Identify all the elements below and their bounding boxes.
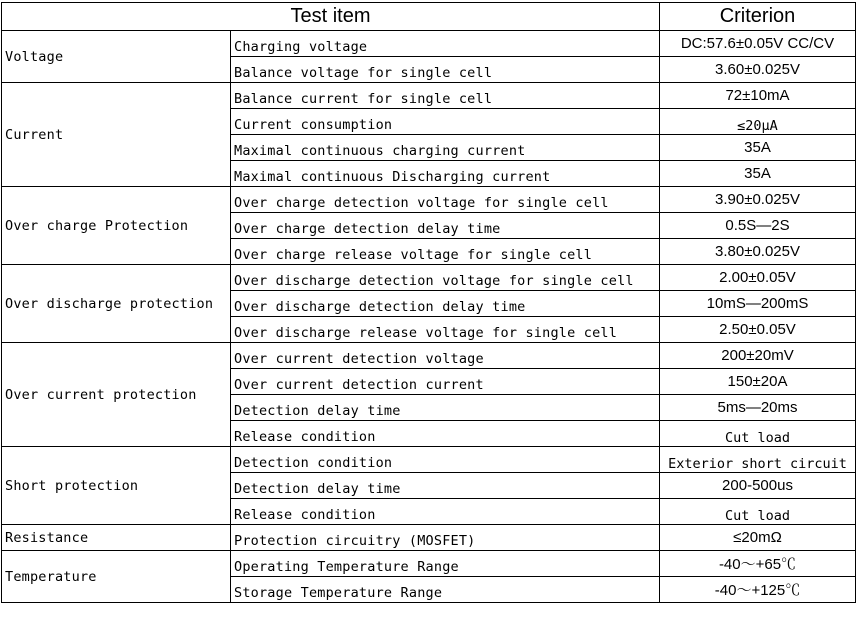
criterion-cell: Exterior short circuit [660, 447, 856, 473]
table-row [2, 447, 856, 473]
test-item-cell: Release condition [231, 499, 660, 525]
test-item-cell: Over current detection voltage [231, 343, 660, 369]
table-row [2, 31, 856, 57]
criterion-cell: ≤20mΩ [660, 525, 856, 551]
criterion-cell: Cut load [660, 421, 856, 447]
test-item-cell: Balance current for single cell [231, 83, 660, 109]
header-row [2, 3, 856, 31]
category-cell: Voltage [2, 31, 231, 83]
test-item-cell: Maximal continuous charging current [231, 135, 660, 161]
test-item-cell: Charging voltage [231, 31, 660, 57]
criterion-cell: Cut load [660, 499, 856, 525]
test-item-cell: Detection delay time [231, 473, 660, 499]
test-item-cell: Over discharge detection delay time [231, 291, 660, 317]
category-cell: Over charge Protection [2, 187, 231, 265]
test-item-cell: Storage Temperature Range [231, 577, 660, 603]
header-test-item: Test item [2, 3, 660, 31]
criterion-cell: 200±20mV [660, 343, 856, 369]
category-cell: Over discharge protection [2, 265, 231, 343]
test-item-cell: Over charge detection voltage for single cell [231, 187, 660, 213]
test-item-cell: Detection condition [231, 447, 660, 473]
table-row [2, 265, 856, 291]
category-cell: Current [2, 83, 231, 187]
criterion-cell: 3.90±0.025V [660, 187, 856, 213]
criterion-cell: 5ms—20ms [660, 395, 856, 421]
test-item-cell: Protection circuitry (MOSFET) [231, 525, 660, 551]
test-item-cell: Over current detection current [231, 369, 660, 395]
table-row [2, 551, 856, 577]
criterion-cell: 2.00±0.05V [660, 265, 856, 291]
spec-table [1, 2, 856, 603]
test-item-cell: Operating Temperature Range [231, 551, 660, 577]
test-item-cell: Maximal continuous Discharging current [231, 161, 660, 187]
table-row [2, 525, 856, 551]
criterion-cell: 72±10mA [660, 83, 856, 109]
test-item-cell: Release condition [231, 421, 660, 447]
criterion-cell: 3.60±0.025V [660, 57, 856, 83]
criterion-cell: 3.80±0.025V [660, 239, 856, 265]
criterion-cell: 200-500us [660, 473, 856, 499]
criterion-cell: 10mS—200mS [660, 291, 856, 317]
test-item-cell: Over discharge detection voltage for single cell [231, 265, 660, 291]
header-criterion: Criterion [660, 3, 856, 31]
category-cell: Temperature [2, 551, 231, 603]
category-cell: Over current protection [2, 343, 231, 447]
criterion-cell: -40～+65℃ [660, 551, 856, 577]
criterion-cell: 150±20A [660, 369, 856, 395]
test-item-cell: Detection delay time [231, 395, 660, 421]
criterion-cell: DC:57.6±0.05V CC/CV [660, 31, 856, 57]
spec-body [2, 31, 856, 603]
table-row [2, 83, 856, 109]
test-item-cell: Over charge detection delay time [231, 213, 660, 239]
test-item-cell: Over discharge release voltage for single cell [231, 317, 660, 343]
test-item-cell: Over charge release voltage for single cell [231, 239, 660, 265]
test-item-cell: Current consumption [231, 109, 660, 135]
criterion-cell: 35A [660, 161, 856, 187]
criterion-cell: 35A [660, 135, 856, 161]
criterion-cell: -40～+125℃ [660, 577, 856, 603]
table-row [2, 187, 856, 213]
category-cell: Resistance [2, 525, 231, 551]
criterion-cell: ≤20μA [660, 109, 856, 135]
category-cell: Short protection [2, 447, 231, 525]
criterion-cell: 2.50±0.05V [660, 317, 856, 343]
criterion-cell: 0.5S—2S [660, 213, 856, 239]
table-row [2, 343, 856, 369]
test-item-cell: Balance voltage for single cell [231, 57, 660, 83]
